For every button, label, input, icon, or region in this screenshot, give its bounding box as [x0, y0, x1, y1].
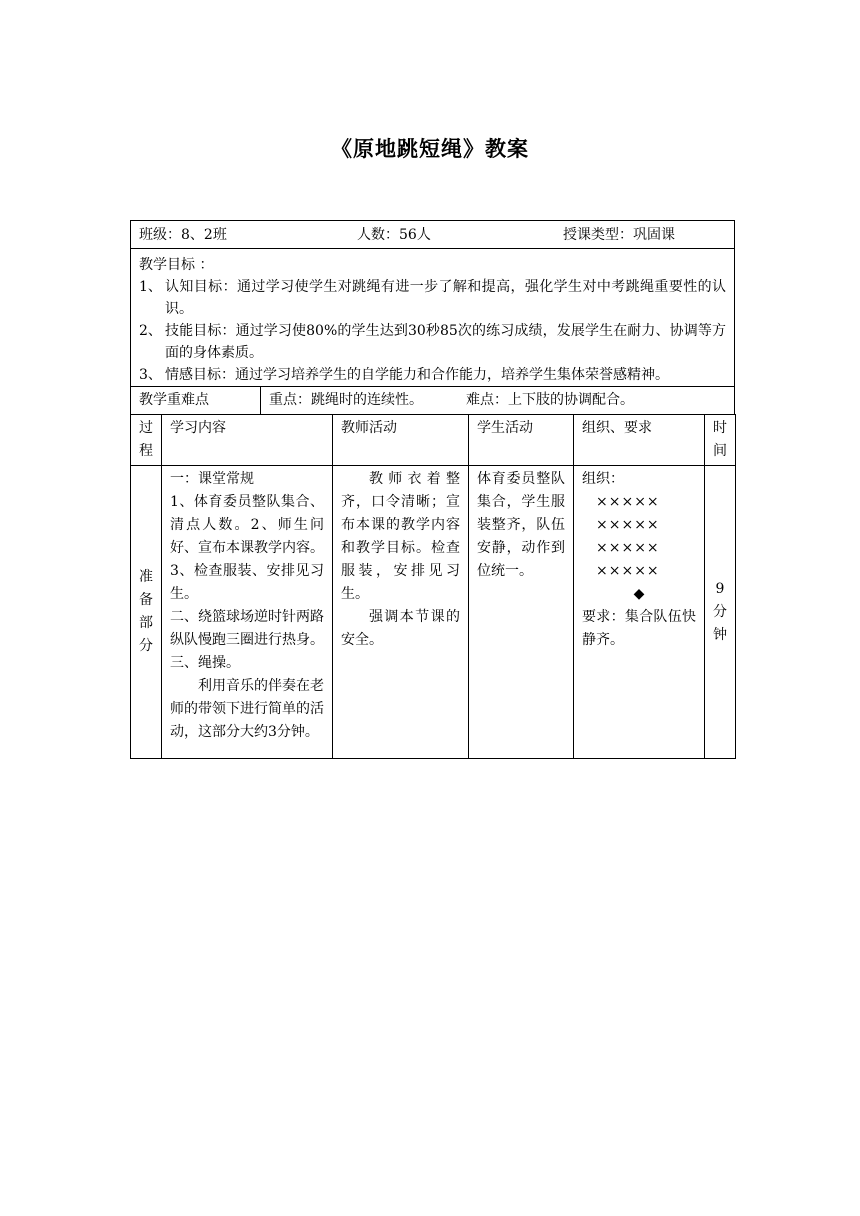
goal-item: 1、 认知目标：通过学习使学生对跳绳有进一步了解和提高，强化学生对中考跳绳重要性的认识。: [139, 279, 726, 317]
header-teacher: 教师活动: [333, 415, 469, 466]
org-cell: 组织： ××××× ××××× ××××× ××××× ◆ 要求：集合队伍快静齐。: [574, 466, 705, 759]
teacher-cell: 教师衣着整齐，口令清晰；宣布本课的教学内容和教学目标。检查服装，安排见习生。 强调本节课的安全。: [333, 466, 469, 759]
teaching-goals: [130, 248, 735, 387]
class-info-row: [130, 220, 735, 249]
formation-row: ×××××: [596, 494, 660, 510]
formation-row: ×××××: [596, 540, 660, 556]
difficult-point: 难点：上下肢的协调配合。: [466, 392, 634, 408]
header-time: 时 间: [705, 415, 736, 466]
goal-item: 2、 技能目标：通过学习使80%的学生达到30秒85次的练习成绩，发展学生在耐力、协调等方面的身体素质。: [139, 323, 726, 361]
header-student: 学生活动: [469, 415, 574, 466]
key-points-label: 教学重难点: [131, 387, 261, 414]
document-title: 《原地跳短绳》教案: [331, 136, 529, 161]
header-process: 过 程: [131, 415, 162, 466]
header-content: 学习内容: [162, 415, 333, 466]
table-row: [131, 466, 736, 759]
header-org: 组织、要求: [574, 415, 705, 466]
key-point: 重点：跳绳时的连续性。: [269, 392, 423, 408]
content-cell: 一：课堂常规 1、体育委员整队集合、清点人数。2、师生问好、宣布本课教学内容。3、检查服装、安排见习生。 二、绕篮球场逆时针两路纵队慢跑三圈进行热身。 三、绳操。 利用音乐的伴奏在老师的带领下进行简单的活动，这部分大约3分钟。: [162, 466, 333, 759]
process-cell: 准 备 部 分: [131, 466, 162, 759]
student-cell: 体育委员整队集合，学生服装整齐，队伍安静，动作到位统一。: [469, 466, 574, 759]
formation-row: ×××××: [596, 517, 660, 533]
goals-heading: 教学目标 ：: [139, 257, 214, 273]
teacher-marker-icon: ◆: [633, 586, 645, 602]
lesson-type: 授课类型：巩固课: [563, 227, 675, 243]
student-count: 人数：56人: [357, 227, 431, 243]
key-points-row: [130, 386, 735, 415]
goal-item: 3、 情感目标：通过学习培养学生的自学能力和合作能力，培养学生集体荣誉感精神。: [139, 367, 669, 383]
lesson-table: [130, 414, 736, 759]
class-label: 班级：8、2班: [139, 227, 227, 243]
formation-row: ×××××: [596, 563, 660, 579]
time-cell: 9 分 钟: [705, 466, 736, 759]
table-header-row: [131, 415, 736, 466]
